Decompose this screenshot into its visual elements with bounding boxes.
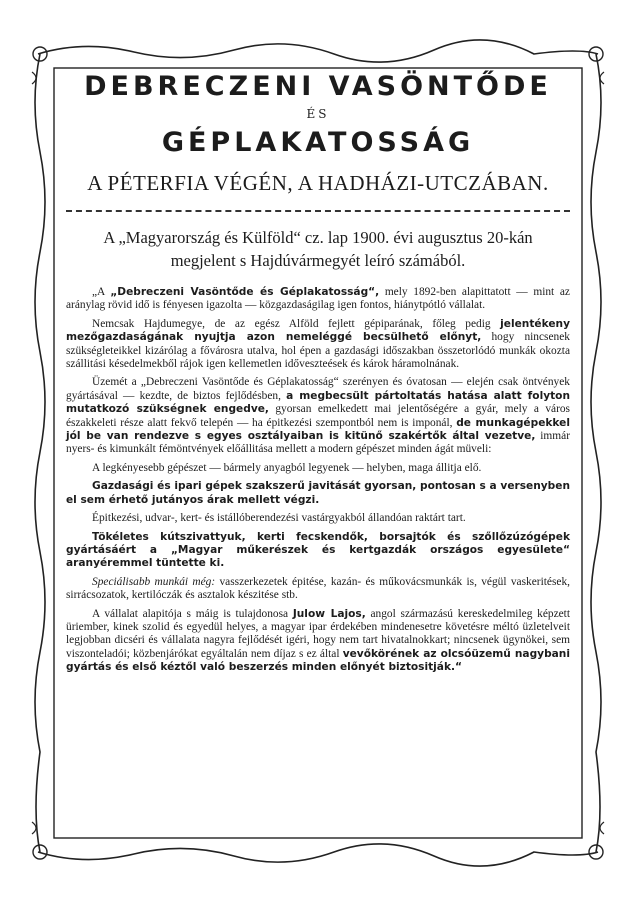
paragraph-8: Speciálisabb munkái még: vasszerkezetek épitése, kazán- és műkovácsmunkák is, végül vaskeritések, sirrácsozatok, kertilóczák és asztalok készitése stb. <box>66 575 570 602</box>
article-body <box>66 286 570 675</box>
paragraph-3: Üzemét a „Debreczeni Vasöntőde és Géplakatosság“ szerényen és óvatosan — elején csak öntvények gyártásával — kezdte, de biztos fejlődésben, a megbecsült pártoltatás hatása alatt folyton mutatkozó szükségnek engedve, gyorsan emelkedett mai jelentőségére a gyár, mely a város északkeleti része alatt fekvő telepén — ha épitkezési szempontból nem is imponál, de munkagépekkel jól be van rendezve s egyes osztályaiban is kitünő szakértők által vezetve, immár nyers- és kimunkált fémöntvények előállitása mellett a modern gépészet minden ágát müveli: <box>66 376 570 456</box>
paragraph-9: A vállalat alapitója s máig is tulajdonosa Julow Lajos, angol származású kereskedelmileg képzett üriember, kinek szolid és egyedül helyes, a magyar ipar érdekében mindenesetre követésre méltó üzletelveit legjobban dicséri és vállalata nagyra fejlődését igéri, hogy nem tart hivatalnokkart; nincsenek ügynökei, sem viszonteladói; közbenjárókat egyáltalán nem díjaz s ez által vevőkörének az olcsóüzemű nagybani gyártás és első kéztől való beszerzés minden előnyét biztositják.“ <box>66 607 571 674</box>
address-subtitle: A PÉTERFIA VÉGÉN, A HADHÁZI-UTCZÁBAN. <box>87 171 549 195</box>
paragraph-7: Tökéletes kútszivattyuk, kerti fecskendők, borsajtók és szőllőzúzógépek gyártásáért a „Magyar műkerészek és kertgazdák országos egyesülete“ aranyéremmel tüntette ki. <box>66 530 570 570</box>
paragraph-5: Gazdasági és ipari gépek szakszerű javitását gyorsan, pontosan s a versenyben el sem érhető jutányos árak mellett végzi. <box>66 480 570 506</box>
intro-note: A „Magyarország és Külföld“ cz. lap 1900. évi augusztus 20-kán megjelent s Hajdúvármegyét leíró számából. <box>103 228 533 270</box>
title-conjunction: ÉS <box>306 107 330 121</box>
title-line-2: GÉPLAKATOSSÁG <box>161 127 475 158</box>
document-content <box>66 70 570 680</box>
divider-rule <box>66 210 570 212</box>
paragraph-2: Nemcsak Hajdumegye, de az egész Alföld fejlett gépiparának, főleg pedig jelentékeny mezőgazdaságának nyujtja azon nemeléggé becsülhető előnyt, hogy nincsenek szükségleteikkel kizárólag a fővárosra utalva, hol épen a gazdasági időszakban összetorlódó munkák okozta szállitási késedelmekből rájok igen kellemetlen időveszteések és károk háramolnának. <box>66 317 570 371</box>
paragraph-4: A legkényesebb gépészet — bármely anyagból legyenek — helyben, maga állitja elő. <box>92 461 482 474</box>
paragraph-1: „A „Debreczeni Vasöntőde és Géplakatosság“, mely 1892-ben alapittatott — mint az aránylag rövid idő is fényesen igazolta — közgazdaságilag igen fontos, hiánytpótló vállalat. <box>66 286 570 312</box>
title-line-1: DEBRECZENI VASÖNTŐDE <box>84 71 552 102</box>
paragraph-6: Épitkezési, udvar-, kert- és istállóberendezési vastárgyakból állandóan raktárt tart. <box>92 512 466 525</box>
